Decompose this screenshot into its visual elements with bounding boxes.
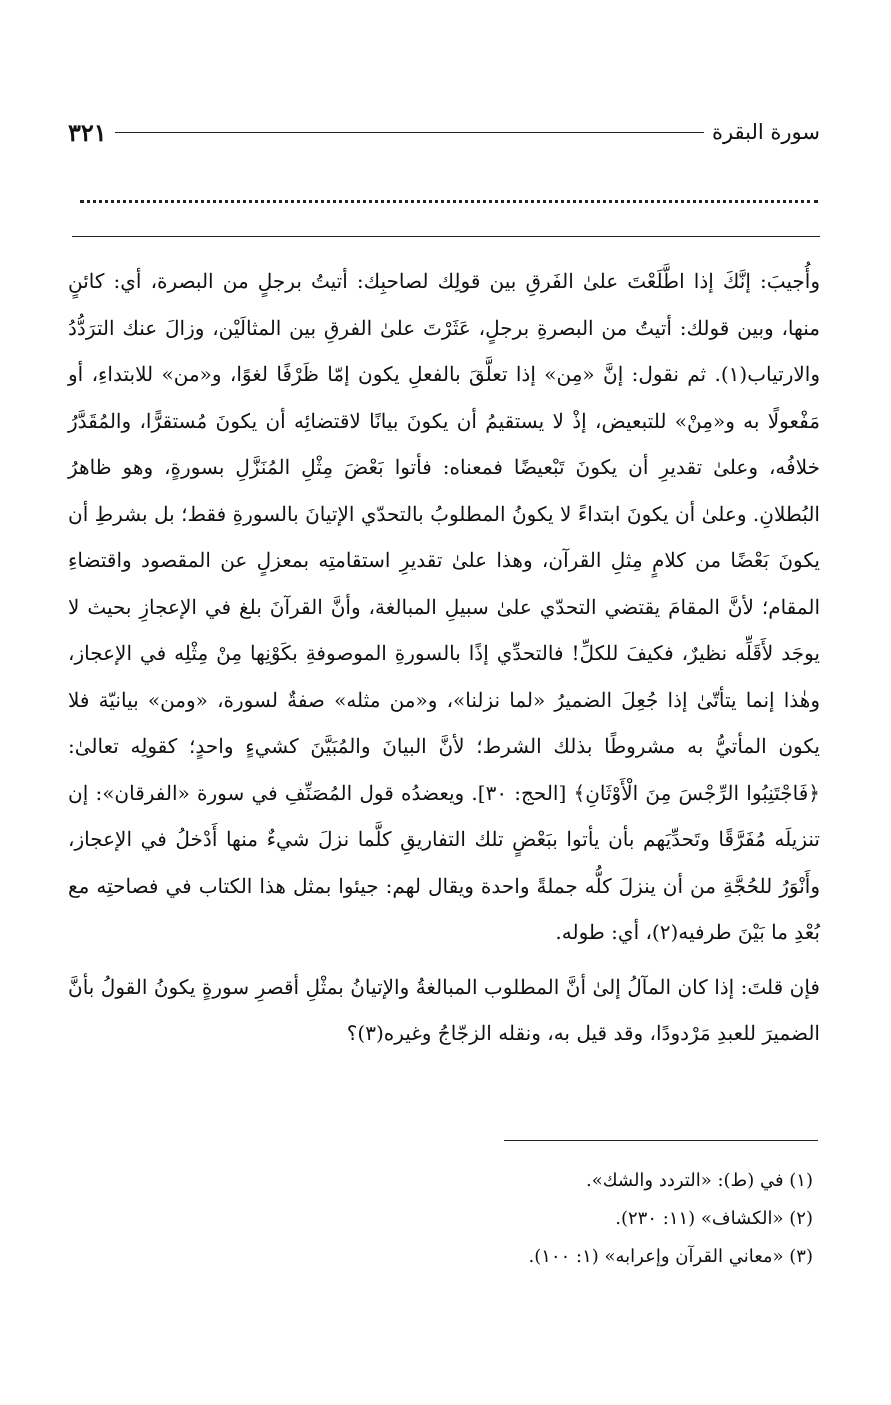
surah-title: سورة البقرة [711,120,820,144]
header-rule [115,132,704,133]
footnote-separator [504,1140,818,1141]
footnotes [213,1162,813,1276]
paragraph-question: فإن قلتَ: إذا كان المآلُ إلىٰ أنَّ المطلوب المبالغةُ والإتيانُ بمثْلِ أقصرِ سورةٍ يكونُ القولُ بأنَّ الضميرَ للعبدِ مَرْدودًا، وقد قيل به، ونقله الزجّاجُ وغيره(٣)؟ [68,974,820,1045]
footnote-1: (١) في (ط): «التردد والشك». [585,1170,813,1191]
page-number: ٣٢١ [68,117,107,147]
dotted-separator [80,200,818,203]
running-header [68,112,820,152]
footnote-2: (٢) «الكشاف» (١١: ٢٣٠). [615,1208,813,1229]
section-rule [72,236,820,237]
main-text [68,258,820,1057]
footnote-3: (٣) «معاني القرآن وإعرابه» (١: ١٠٠). [528,1246,813,1267]
paragraph-answer: وأُجيبَ: إنَّكَ إذا اطَّلَعْتَ علىٰ الفَرقِ بين قولِك لصاحبِك: أتيتُ برجلٍ من البصرة، أي: كائنٍ منها، وبين قولك: أتيتُ من البصرةِ برجلٍ، عَثَرْتَ علىٰ الفرقِ بين المثالَيْن، وزالَ عنك الترَدُّدُ والارتياب(١). ثم نقول: إنَّ «مِن» إذا تعلَّقَ بالفعلِ يكون إمّا ظَرْفًا لغوًا، و«من» للابتداءِ، أو مَفْعولًا به و«مِنْ» للتبعيض، إذْ لا يستقيمُ أن يكونَ بيانًا لاقتضائِه أن يكونَ مُستقرًّا، والمُقَدَّرُ خلافُه، وعلىٰ تقديرِ أن يكونَ تَبْعيضًا فمعناه: فأتوا بَعْضَ مِثْلِ المُنَزَّلِ بسورةٍ، وهو ظاهرُ البُطلانِ. وعلىٰ أن يكونَ ابتداءً لا يكونُ المطلوبُ بالتحدّي الإتيانَ بالسورةِ فقط؛ بل بشرطِ أن يكونَ بَعْضًا من كلامٍ مِثلِ القرآن، وهذا علىٰ تقديرِ استقامتِه بمعزلٍ عن المقصود واقتضاءِ المقام؛ لأنَّ المقامَ يقتضي التحدّي علىٰ سبيلِ المبالغة، وأنَّ القرآنَ بلغ في الإعجازِ بحيث لا يوجَد لأَقَلِّه نظيرٌ، فكيفَ للكلِّ! فالتحدِّي إذًا بالسورةِ الموصوفةِ بكَوْنِها مِنْ مِثْلِه في الإعجاز، وهٰذا إنما يتأتّىٰ إذا جُعِلَ الضميرُ «لما نزلنا»، و«من مثله» صفةٌ لسورة، «ومن» بيانيّة فلا يكون المأتيُّ به مشروطًا بذلك الشرط؛ لأنَّ البيانَ والمُبَيَّنَ كشيءٍ واحدٍ؛ كقولِه تعالىٰ: ﴿فَاجْتَنِبُوا الرِّجْسَ مِنَ الْأَوْثَانِ﴾ [الحج: ٣٠]. ويعضدُه قول المُصَنِّفِ في سورة «الفرقان»: إن تنزيلَه مُفَرَّقًا وتَحدِّيَهم بأن يأتوا ببَعْضٍ تلك التفاريقِ كلَّما نزلَ شيءٌ منها أَدْخلُ في الإعجاز، وأَنْوَرُ للحُجَّةِ من أن ينزلَ كلُّه جملةً واحدة ويقال لهم: جيئوا بمثل هذا الكتاب في فصاحتِه مع بُعْدِ ما بَيْنَ طرفيه(٢)، أي: طوله. [68,269,821,944]
